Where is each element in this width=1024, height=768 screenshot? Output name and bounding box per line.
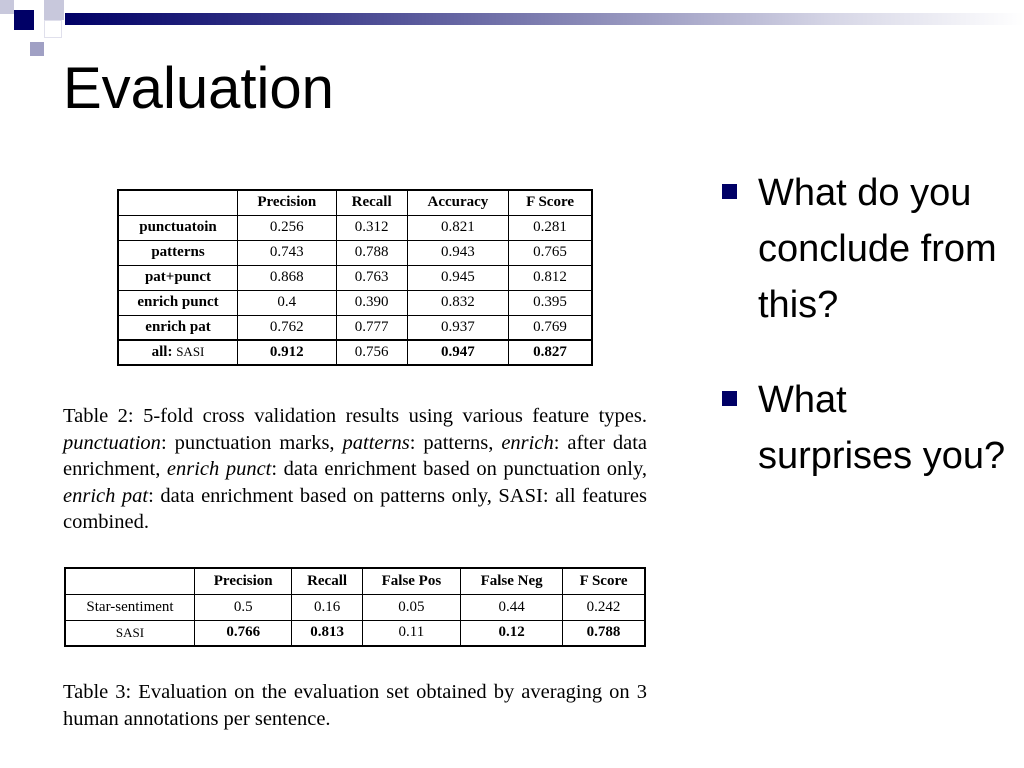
cell: 0.813 bbox=[292, 620, 362, 646]
caption-text: : after data enrichment, bbox=[63, 431, 647, 480]
cell: 0.912 bbox=[238, 340, 337, 365]
table-2-header-recall: Recall bbox=[336, 190, 407, 215]
cell: 0.947 bbox=[407, 340, 508, 365]
table-3-caption: Table 3: Evaluation on the evaluation set obtained by averaging on 3 human annotations per sentence. bbox=[63, 681, 647, 730]
table-row bbox=[118, 240, 592, 265]
cell: 0.242 bbox=[563, 594, 645, 620]
caption-text: : data enrichment based on patterns only, bbox=[148, 484, 499, 507]
row-label: enrich punct bbox=[118, 290, 238, 315]
caption-text: Table 2: 5-fold cross validation results using various feature types. bbox=[63, 405, 647, 427]
bullet-item bbox=[720, 165, 1010, 333]
table-2-header-accuracy: Accuracy bbox=[407, 190, 508, 215]
table-3 bbox=[64, 567, 646, 647]
square-bullet-icon bbox=[722, 391, 737, 406]
table-2-header-precision: Precision bbox=[238, 190, 337, 215]
header-square-4 bbox=[44, 20, 62, 38]
caption-term: enrich bbox=[501, 431, 554, 454]
row-label: punctuatoin bbox=[118, 215, 238, 240]
cell: 0.390 bbox=[336, 290, 407, 315]
table-2-caption bbox=[63, 403, 647, 536]
table-3-header-false-pos: False Pos bbox=[362, 568, 460, 594]
table-2 bbox=[117, 189, 593, 366]
table-3-header-recall: Recall bbox=[292, 568, 362, 594]
cell: 0.788 bbox=[336, 240, 407, 265]
table-row bbox=[65, 594, 645, 620]
table-2-header-row bbox=[118, 190, 592, 215]
row-label: pat+punct bbox=[118, 265, 238, 290]
table-row bbox=[118, 215, 592, 240]
cell: 0.256 bbox=[238, 215, 337, 240]
slide-title: Evaluation bbox=[63, 56, 334, 121]
cell: 0.756 bbox=[336, 340, 407, 365]
table-row bbox=[118, 265, 592, 290]
cell: 0.395 bbox=[509, 290, 592, 315]
caption-term: enrich pat bbox=[63, 484, 149, 507]
table-3-header-fscore: F Score bbox=[563, 568, 645, 594]
cell: 0.743 bbox=[238, 240, 337, 265]
cell: 0.765 bbox=[509, 240, 592, 265]
row-label-all bbox=[118, 340, 238, 365]
caption-text: : all features combined. bbox=[63, 484, 647, 533]
bullet-item bbox=[720, 372, 1010, 484]
table-row bbox=[65, 620, 645, 646]
caption-text: : patterns, bbox=[409, 431, 502, 454]
header-band bbox=[65, 13, 1024, 25]
square-bullet-icon bbox=[722, 184, 737, 199]
bullet-text: What surprises you? bbox=[758, 379, 1006, 477]
cell: 0.943 bbox=[407, 240, 508, 265]
cell: 0.312 bbox=[336, 215, 407, 240]
table-3-header-empty bbox=[65, 568, 195, 594]
cell: 0.762 bbox=[238, 315, 337, 340]
cell: 0.281 bbox=[509, 215, 592, 240]
table-3-header-false-neg: False Neg bbox=[461, 568, 563, 594]
row-label: enrich pat bbox=[118, 315, 238, 340]
header-square-5 bbox=[30, 42, 44, 56]
header-square-3 bbox=[44, 0, 64, 20]
caption-text: : punctuation marks, bbox=[160, 431, 343, 454]
table-2-header-fscore: F Score bbox=[509, 190, 592, 215]
bullet-text: What do you conclude from this? bbox=[758, 172, 997, 326]
caption-sasi: SASI bbox=[498, 484, 543, 507]
cell: 0.812 bbox=[509, 265, 592, 290]
cell: 0.821 bbox=[407, 215, 508, 240]
cell: 0.05 bbox=[362, 594, 460, 620]
cell: 0.4 bbox=[238, 290, 337, 315]
bullet-list bbox=[720, 165, 1010, 523]
row-label: patterns bbox=[118, 240, 238, 265]
cell: 0.945 bbox=[407, 265, 508, 290]
all-prefix: all: bbox=[151, 344, 173, 360]
cell: 0.12 bbox=[461, 620, 563, 646]
header-square-1 bbox=[0, 0, 14, 14]
cell: 0.937 bbox=[407, 315, 508, 340]
cell: 0.832 bbox=[407, 290, 508, 315]
cell: 0.868 bbox=[238, 265, 337, 290]
cell: 0.11 bbox=[362, 620, 460, 646]
cell: 0.769 bbox=[509, 315, 592, 340]
cell: 0.788 bbox=[563, 620, 645, 646]
cell: 0.827 bbox=[509, 340, 592, 365]
caption-term: patterns bbox=[342, 431, 410, 454]
cell: 0.44 bbox=[461, 594, 563, 620]
table-2-header-empty bbox=[118, 190, 238, 215]
caption-term: punctuation bbox=[63, 431, 161, 454]
table-3-header-row bbox=[65, 568, 645, 594]
cell: 0.763 bbox=[336, 265, 407, 290]
sasi-label: SASI bbox=[176, 344, 205, 359]
caption-term: enrich punct bbox=[166, 458, 272, 480]
cell: 0.5 bbox=[195, 594, 292, 620]
row-label: Star-sentiment bbox=[65, 594, 195, 620]
table-row bbox=[118, 290, 592, 315]
header-square-2 bbox=[14, 10, 34, 30]
table-3-header-precision: Precision bbox=[195, 568, 292, 594]
caption-text: : data enrichment based on punctuation only, bbox=[271, 458, 648, 480]
cell: 0.766 bbox=[195, 620, 292, 646]
row-label: SASI bbox=[65, 620, 195, 646]
cell: 0.16 bbox=[292, 594, 362, 620]
table-row-all bbox=[118, 340, 592, 365]
cell: 0.777 bbox=[336, 315, 407, 340]
table-row bbox=[118, 315, 592, 340]
